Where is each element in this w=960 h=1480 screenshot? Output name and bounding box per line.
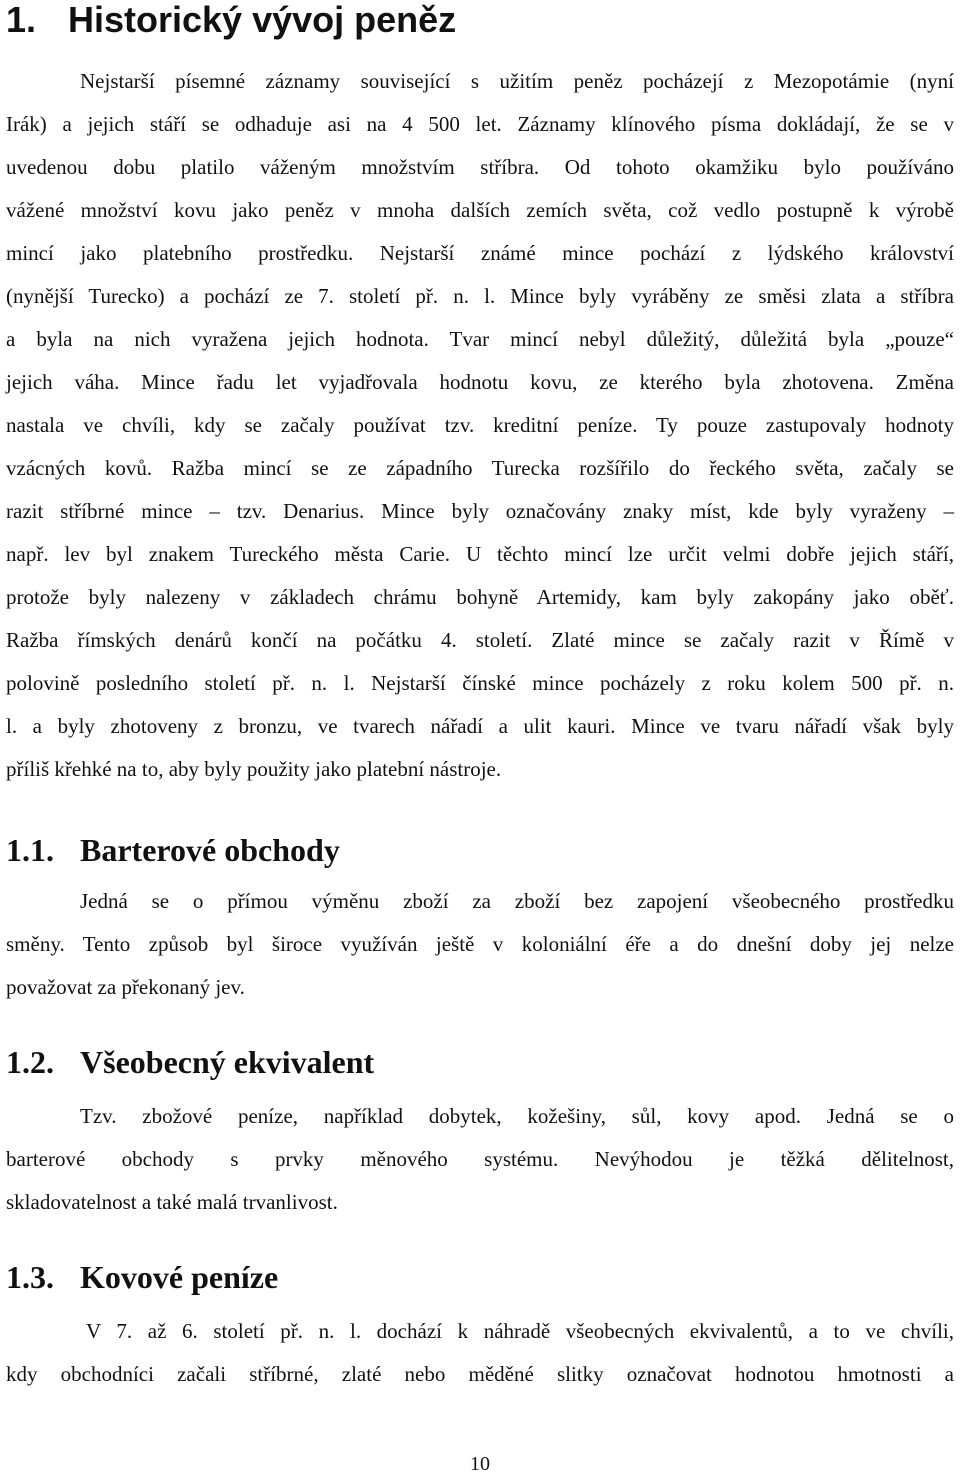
text-line: kdy obchodníci začali stříbrné, zlaté nebo měděné slitky označovat hodnotou hmotnosti a: [6, 1362, 954, 1386]
section-number: 1.1.: [6, 832, 54, 868]
text-line: směny. Tento způsob byl široce využíván ještě v koloniální éře a do dnešní doby jej nelze: [6, 932, 954, 956]
paragraph-barter: [6, 880, 954, 1009]
paragraph-metal-money: [6, 1310, 954, 1396]
page-number: 10: [470, 1453, 490, 1475]
text-line: mincí jako platebního prostředku. Nejstarší známé mince pochází z lýdského království: [6, 241, 954, 265]
section-title: Kovové peníze: [80, 1259, 279, 1295]
text-line: a byla na nich vyražena jejich hodnota. Tvar mincí nebyl důležitý, důležitá byla „pouze“: [6, 327, 954, 351]
text-line: l. a byly zhotoveny z bronzu, ve tvarech nářadí a ulit kauri. Mince ve tvaru nářadí však byly: [6, 714, 954, 738]
section-number: 1.2.: [6, 1044, 54, 1080]
text-line: např. lev byl znakem Tureckého města Carie. U těchto mincí lze určit velmi dobře jejich stáří,: [6, 542, 954, 566]
text-line: nastala ve chvíli, kdy se začaly používat tzv. kreditní peníze. Ty pouze zastupovaly hodnoty: [6, 413, 954, 437]
text-line: vzácných kovů. Ražba mincí se ze západního Turecka rozšířilo do řeckého světa, začaly se: [6, 456, 954, 480]
text-line: považovat za překonaný jev.: [6, 975, 245, 999]
text-line: razit stříbrné mince – tzv. Denarius. Mince byly označovány znaky míst, kde byly vyraženy –: [6, 499, 954, 523]
section-heading-equivalent: [6, 1042, 374, 1082]
text-line: skladovatelnost a také malá trvanlivost.: [6, 1190, 338, 1214]
text-line: protože byly nalezeny v základech chrámu bohyně Artemidy, kam byly zakopány jako oběť.: [6, 585, 954, 609]
text-line: V 7. až 6. století př. n. l. dochází k náhradě všeobecných ekvivalentů, a to ve chvíli,: [86, 1319, 954, 1343]
chapter-heading: [6, 0, 456, 40]
section-number: 1.3.: [6, 1259, 54, 1295]
text-line: Ražba římských denárů končí na počátku 4. století. Zlaté mince se začaly razit v Římě v: [6, 628, 954, 652]
section-title: Barterové obchody: [80, 832, 340, 868]
chapter-number: 1.: [6, 0, 37, 40]
text-line: (nynější Turecko) a pochází ze 7. století př. n. l. Mince byly vyráběny ze směsi zlata a stříbra: [6, 284, 954, 308]
chapter-title: Historický vývoj peněz: [68, 0, 457, 40]
text-line: jejich váha. Mince řadu let vyjadřovala hodnotu kovu, ze kterého byla zhotovena. Změna: [6, 370, 954, 394]
text-line: vážené množství kovu jako peněz v mnoha dalších zemích světa, což vedlo postupně k výrobě: [6, 198, 954, 222]
text-line: polovině posledního století př. n. l. Nejstarší čínské mince pocházely z roku kolem 500 př. n.: [6, 671, 954, 695]
paragraph-equivalent: [6, 1095, 954, 1224]
text-line: barterové obchody s prvky měnového systému. Nevýhodou je těžká dělitelnost,: [6, 1147, 954, 1171]
text-line: příliš křehké na to, aby byly použity jako platební nástroje.: [6, 757, 502, 781]
section-title: Všeobecný ekvivalent: [80, 1044, 375, 1080]
text-line: Nejstarší písemné záznamy související s užitím peněz pocházejí z Mezopotámie (nyní: [80, 69, 954, 93]
section-heading-barter: [6, 830, 340, 870]
paragraph-history: [6, 60, 954, 791]
text-line: Tzv. zbožové peníze, například dobytek, kožešiny, sůl, kovy apod. Jedná se o: [80, 1104, 954, 1128]
text-line: uvedenou dobu platilo váženým množstvím stříbra. Od tohoto okamžiku bylo používáno: [6, 155, 954, 179]
text-line: Irák) a jejich stáří se odhaduje asi na 4 500 let. Záznamy klínového písma dokládají, že se v: [6, 112, 954, 136]
section-heading-metal-money: [6, 1257, 278, 1297]
text-line: Jedná se o přímou výměnu zboží za zboží bez zapojení všeobecného prostředku: [80, 889, 954, 913]
